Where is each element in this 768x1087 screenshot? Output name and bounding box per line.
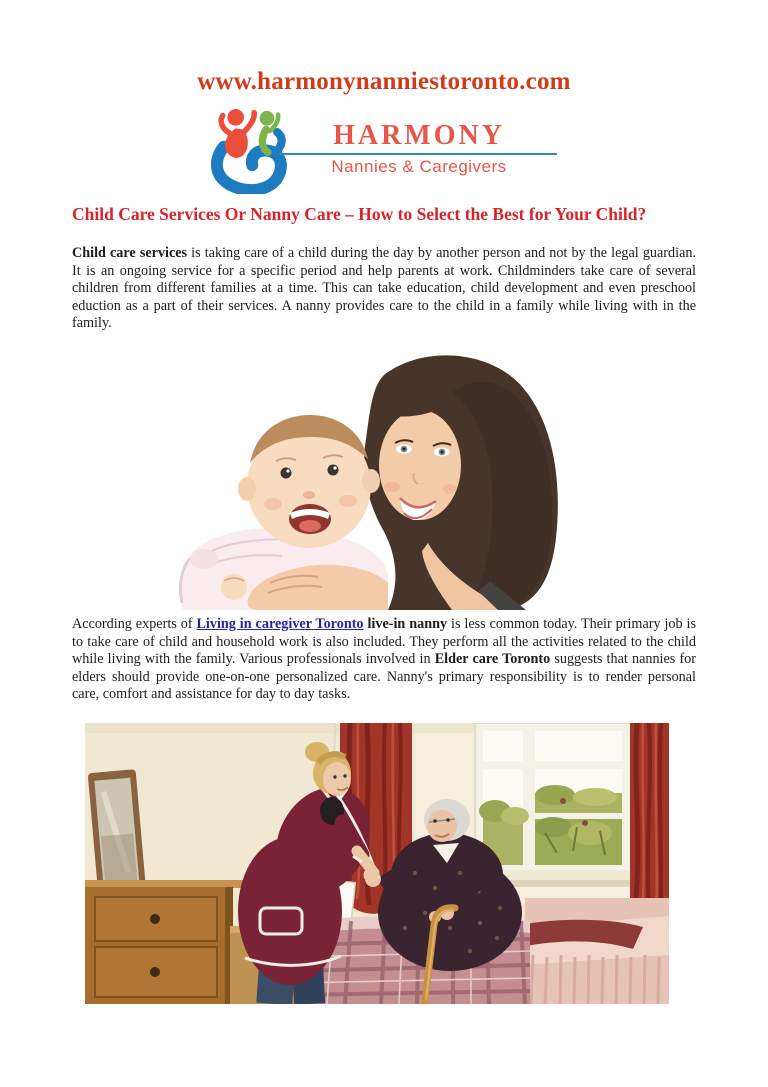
- logo: [0, 106, 768, 194]
- harmony-logo-icon: [209, 106, 301, 194]
- logo-inner: [209, 106, 531, 194]
- paragraph-2: [72, 616, 696, 704]
- article-title: Child Care Services Or Nanny Care – How to Select the Best for Your Child?: [72, 204, 647, 224]
- living-in-caregiver-toronto-link[interactable]: Living in caregiver Toronto: [196, 616, 364, 632]
- caregiver-elderly-photo: [85, 723, 669, 1004]
- logo-divider-line: [279, 153, 557, 155]
- site-url-link[interactable]: www.harmonynanniestoronto.com: [197, 68, 571, 95]
- text-run: is taking care of a child during the day by another person and not by the legal guardian. It is an ongoing service for a specific period and help parents at work. Childminders take care of several children from different families at a time. This can take education, child development and even preschool eduction as a part of their services. A nanny provides care to the child in a family while living with in the family.: [72, 245, 697, 332]
- text-run: suggests that nannies for elders should provide one-on-one personalized care. Nanny's primary responsibility is to render personal care, comfort and assistance for day to day tasks.: [72, 651, 696, 703]
- mother-baby-photo: [152, 353, 568, 610]
- bold-term: Child care services: [72, 245, 188, 261]
- bold-term: Elder care Toronto: [434, 651, 551, 668]
- logo-brand: HARMONY: [333, 120, 505, 151]
- logo-tagline: Nannies & Caregivers: [331, 157, 507, 176]
- bold-term: live-in nanny: [367, 616, 448, 632]
- paragraph-1: [72, 245, 696, 333]
- dresser: [85, 880, 245, 1004]
- text-run: is less common today. Their primary job is to take care of child and household work is also included. They perform all the activities related to the child while living with the family. Various professionals involved in: [72, 616, 697, 668]
- logo-text: [307, 106, 531, 177]
- text-run: According experts of: [72, 616, 197, 632]
